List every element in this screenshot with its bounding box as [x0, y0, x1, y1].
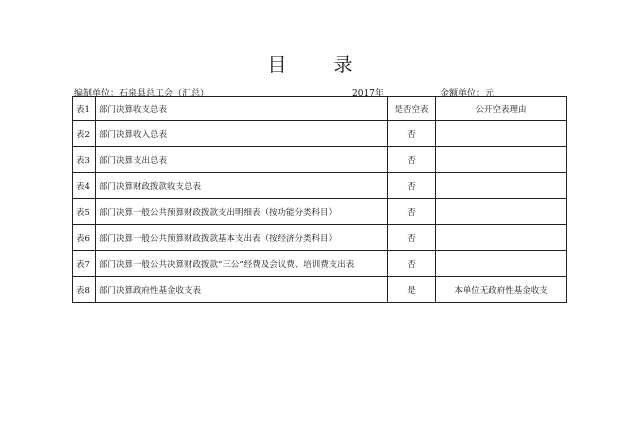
table-row — [73, 277, 567, 303]
table-row — [73, 199, 567, 225]
table-name: 部门决算支出总表 — [96, 147, 388, 173]
column-header-empty-reason: 公开空表理由 — [436, 97, 567, 121]
table-number: 表4 — [73, 173, 96, 199]
is-empty-value: 否 — [388, 147, 436, 173]
table-number: 表8 — [73, 277, 96, 303]
table-name: 部门决算政府性基金收支表 — [96, 277, 388, 303]
empty-reason — [436, 225, 567, 251]
table-number: 表2 — [73, 121, 96, 147]
compiling-unit: 编制单位：石泉县总工会（汇总） — [74, 89, 210, 99]
table-header-row — [73, 97, 567, 121]
table-name: 部门决算财政拨款收支总表 — [96, 173, 388, 199]
is-empty-value: 否 — [388, 251, 436, 277]
table-row — [73, 225, 567, 251]
is-empty-value: 否 — [388, 173, 436, 199]
table-row — [73, 147, 567, 173]
table-number: 表7 — [73, 251, 96, 277]
empty-reason — [436, 121, 567, 147]
table-number: 表3 — [73, 147, 96, 173]
table-number: 表1 — [73, 97, 96, 121]
table-name: 部门决算一般公共决算财政拨款“三公”经费及会议费、培训费支出表 — [96, 251, 388, 277]
empty-reason — [436, 173, 567, 199]
currency-unit: 金额单位：元 — [440, 89, 495, 99]
empty-reason — [436, 251, 567, 277]
is-empty-value: 否 — [388, 225, 436, 251]
empty-reason — [436, 199, 567, 225]
contents-table — [72, 96, 567, 303]
empty-reason: 本单位无政府性基金收支 — [436, 277, 567, 303]
page-title: 目 录 — [267, 54, 367, 76]
table-number: 表5 — [73, 199, 96, 225]
table-name: 部门决算收支总表 — [96, 97, 388, 121]
report-year: 2017年 — [352, 89, 384, 99]
empty-reason — [436, 147, 567, 173]
table-number: 表6 — [73, 225, 96, 251]
table-name: 部门决算一般公共预算财政拨款基本支出表（按经济分类科目） — [96, 225, 388, 251]
column-header-is-empty: 是否空表 — [388, 97, 436, 121]
is-empty-value: 是 — [388, 277, 436, 303]
is-empty-value: 否 — [388, 199, 436, 225]
table-name: 部门决算一般公共预算财政拨款支出明细表（按功能分类科目） — [96, 199, 388, 225]
table-row — [73, 121, 567, 147]
table-name: 部门决算收入总表 — [96, 121, 388, 147]
table-row — [73, 173, 567, 199]
table-row — [73, 251, 567, 277]
is-empty-value: 否 — [388, 121, 436, 147]
